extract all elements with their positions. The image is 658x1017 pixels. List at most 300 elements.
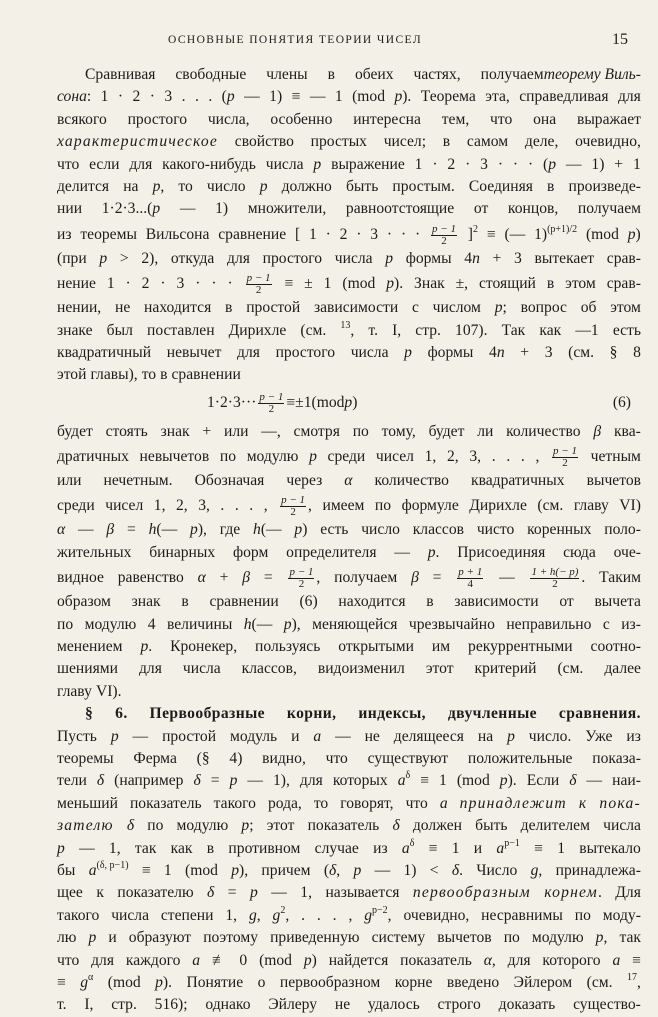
word: Уже xyxy=(585,727,613,745)
word: свободные xyxy=(175,66,247,83)
word: удалось xyxy=(367,996,420,1014)
word: вычетов xyxy=(586,472,641,490)
math-variable: g xyxy=(530,861,539,879)
word: 1) xyxy=(591,155,605,173)
word: — xyxy=(79,839,95,857)
word: в xyxy=(547,177,555,195)
word: $\frac{p - 1}{2}$ , xyxy=(281,494,312,519)
math-variable: p xyxy=(427,543,436,561)
word: 2 xyxy=(339,225,348,243)
emphasized-text: пока- xyxy=(599,794,641,812)
word: очевидно, xyxy=(403,906,470,924)
superscript: p−1 xyxy=(504,837,520,849)
word: (mod xyxy=(342,275,376,293)
text-line xyxy=(57,492,641,519)
word: шениями xyxy=(57,660,119,678)
text-line xyxy=(57,927,641,949)
word: то xyxy=(141,366,157,384)
word: рекуррентными xyxy=(468,638,573,656)
word: — xyxy=(132,727,149,745)
word xyxy=(89,860,129,882)
word: видное xyxy=(57,569,104,587)
word: моду- xyxy=(602,906,641,924)
word: (mod xyxy=(585,225,619,243)
word: четным xyxy=(590,448,641,466)
word: что xyxy=(490,110,513,128)
text-line xyxy=(57,591,641,613)
word: (p xyxy=(543,155,557,173)
word: (δ, xyxy=(323,861,341,879)
text-line xyxy=(57,793,641,815)
fraction-denominator: 2 xyxy=(255,284,262,297)
word: p). xyxy=(155,973,173,991)
word xyxy=(89,927,97,949)
word: 2, xyxy=(446,448,459,466)
word: 1 xyxy=(303,394,312,412)
word: в xyxy=(206,839,215,857)
word: называется xyxy=(325,884,400,902)
word: будет xyxy=(428,422,465,440)
word: p). xyxy=(499,772,517,790)
word xyxy=(344,470,352,492)
section-heading: двучленные xyxy=(447,705,537,723)
math-variable: δ xyxy=(451,861,460,879)
word: Теорема xyxy=(420,88,476,106)
word: — xyxy=(394,543,410,561)
word: = xyxy=(227,884,237,902)
running-header xyxy=(0,31,658,51)
word xyxy=(507,726,515,748)
word: менением xyxy=(57,638,123,656)
word: для xyxy=(129,155,153,173)
section-heading: индексы, xyxy=(358,705,426,723)
word: Сравнивая xyxy=(85,66,156,83)
word: быть xyxy=(345,177,379,195)
word: жительных xyxy=(57,543,132,561)
word: доказать xyxy=(498,996,556,1014)
word: ≡ xyxy=(632,951,641,969)
word: 1, xyxy=(108,839,121,857)
word: . xyxy=(316,906,321,924)
word: 4) xyxy=(229,749,243,767)
word: самом xyxy=(466,133,509,151)
word: далее xyxy=(604,660,641,678)
fraction xyxy=(246,273,272,296)
word: · xyxy=(214,394,220,412)
word: h(— xyxy=(253,521,282,539)
word xyxy=(448,703,537,725)
fraction xyxy=(258,392,284,415)
word: p), xyxy=(231,861,249,879)
word: для xyxy=(139,660,162,678)
word: для xyxy=(507,951,531,969)
word: 1, xyxy=(153,497,166,515)
word: числом xyxy=(432,299,481,317)
page-number: 15 xyxy=(612,31,628,48)
word xyxy=(150,703,265,725)
word: откуда xyxy=(170,249,215,267)
word: 3 xyxy=(514,249,522,267)
section-heading: 6. xyxy=(115,705,128,723)
word: однако xyxy=(205,996,251,1014)
word: выражение xyxy=(331,155,405,173)
text-line xyxy=(57,748,641,770)
word: то xyxy=(313,794,329,812)
word: вытекало xyxy=(579,839,641,857)
word: Обозначая xyxy=(194,472,265,490)
word: сона: xyxy=(57,88,92,106)
word: бинарных xyxy=(149,543,216,561)
word: степени xyxy=(160,906,214,924)
math-variable: p xyxy=(404,343,412,361)
word: · xyxy=(497,155,504,173)
word: 1 xyxy=(207,394,215,412)
word: 0 xyxy=(239,951,248,969)
math-variable: a xyxy=(397,772,406,790)
word: · xyxy=(211,275,217,293)
word: существо- xyxy=(573,996,641,1014)
word: (mod xyxy=(456,772,490,790)
word: число xyxy=(361,521,400,539)
word: · xyxy=(160,275,166,293)
word: — xyxy=(499,569,515,587)
word: несравнимы xyxy=(481,906,563,924)
word: для xyxy=(299,772,323,790)
word: существуют xyxy=(367,749,449,767)
word xyxy=(569,770,576,792)
math-variable: α xyxy=(197,569,206,587)
fraction-numerator: p − 1 xyxy=(246,272,271,285)
word: Эйлеру xyxy=(268,996,318,1014)
word: ±, xyxy=(455,275,469,293)
word: сравнение xyxy=(218,225,287,243)
word xyxy=(593,421,601,443)
word: нии xyxy=(57,200,83,218)
word: чисел; xyxy=(383,133,427,151)
word: 1) xyxy=(403,861,417,879)
text-line xyxy=(57,882,641,904)
word xyxy=(309,443,317,470)
word: так xyxy=(619,929,641,947)
word: корне xyxy=(394,973,433,991)
word xyxy=(612,950,620,972)
word: 2), xyxy=(141,249,159,267)
math-variable: p xyxy=(627,225,636,243)
text-line xyxy=(57,726,641,748)
word: что xyxy=(325,749,348,767)
word xyxy=(358,703,426,725)
word: — xyxy=(78,521,94,539)
word: из xyxy=(373,839,388,857)
word: и xyxy=(473,839,483,857)
word: (см. xyxy=(586,973,613,991)
word: с xyxy=(411,299,419,317)
word: число. xyxy=(528,727,572,745)
math-variable: p xyxy=(152,200,161,218)
word: равенство xyxy=(117,569,184,587)
math-variable: p xyxy=(88,929,97,947)
word: эта, xyxy=(485,88,510,106)
word: (см. xyxy=(568,343,595,361)
word: α, xyxy=(483,951,496,969)
word: нечетным. xyxy=(103,472,173,490)
text-line xyxy=(57,297,641,319)
word xyxy=(198,564,206,591)
word: ]$^2$ xyxy=(467,223,478,243)
word: теоремы xyxy=(80,225,137,243)
word xyxy=(250,882,258,904)
text-line xyxy=(57,681,641,703)
word: (mod xyxy=(185,861,218,879)
math-variable: p xyxy=(294,521,303,539)
word: Так xyxy=(501,321,526,339)
word: и xyxy=(108,929,117,947)
word xyxy=(599,793,641,815)
math-variable: p xyxy=(241,817,250,835)
word: в xyxy=(546,275,555,293)
text-line xyxy=(57,994,641,1016)
word: срав- xyxy=(606,275,641,293)
word: числа xyxy=(334,249,373,267)
word: h(— xyxy=(148,521,178,539)
emphasized-text: корнем xyxy=(544,884,598,902)
text-line xyxy=(57,838,641,860)
word: 4n xyxy=(489,343,505,361)
word: (mod xyxy=(311,394,345,412)
word: как xyxy=(539,321,562,339)
word: наи- xyxy=(612,772,641,790)
word: (см. xyxy=(300,321,327,339)
word: h(— xyxy=(243,615,273,633)
word: ≢ xyxy=(211,951,228,969)
word: если xyxy=(89,155,120,173)
superscript: 2 xyxy=(472,223,478,235)
word: дратичных xyxy=(57,448,129,466)
fraction-denominator: 2 xyxy=(552,578,558,591)
text-line xyxy=(57,564,641,591)
word: 2 xyxy=(141,275,150,293)
word: 1) xyxy=(215,200,229,218)
math-variable: a xyxy=(313,727,322,745)
word: 1, xyxy=(300,884,312,902)
word: Ферма xyxy=(133,749,177,767)
word: которых xyxy=(332,772,388,790)
math-variable: n xyxy=(496,343,505,361)
emphasized-text: характеристическое xyxy=(57,133,219,151)
word: I, xyxy=(392,321,402,339)
math-variable: δ xyxy=(96,772,105,790)
word xyxy=(455,564,485,591)
word: по xyxy=(147,817,164,835)
word: или xyxy=(57,472,82,490)
word xyxy=(429,221,459,248)
word: в xyxy=(160,366,168,384)
word: простой xyxy=(246,299,301,317)
word: · xyxy=(432,155,438,173)
word: величины xyxy=(166,615,233,633)
word: , xyxy=(348,906,353,924)
word: (при xyxy=(57,249,87,267)
word: по xyxy=(352,422,369,440)
text-line xyxy=(57,815,641,837)
fraction-numerator: p − 1 xyxy=(289,566,314,579)
word: такого xyxy=(57,906,100,924)
word: 3, xyxy=(469,448,482,466)
word: среди xyxy=(57,497,95,515)
word: ≡ xyxy=(141,861,151,879)
word: Кронекер, xyxy=(170,638,238,656)
word: сравнении xyxy=(171,366,241,384)
word: · xyxy=(386,225,393,243)
word: не xyxy=(334,996,351,1014)
word xyxy=(460,793,567,815)
word: первообразном xyxy=(279,973,381,991)
word: · xyxy=(227,275,233,293)
word: зависимости xyxy=(454,593,539,611)
word: 4n xyxy=(464,249,480,267)
word: для xyxy=(237,343,260,361)
word: 1·2·3...(p xyxy=(101,200,161,218)
word: квадратичных xyxy=(471,472,565,490)
word: (см. xyxy=(537,497,564,515)
word: Вильсона xyxy=(145,225,210,243)
word: тому, xyxy=(381,422,416,440)
word: — xyxy=(271,884,287,902)
math-variable: p xyxy=(385,249,394,267)
word: критерий xyxy=(474,660,537,678)
word: модулю xyxy=(84,615,137,633)
word: p) xyxy=(303,951,317,969)
word: бы xyxy=(57,861,76,879)
word: 1 xyxy=(334,88,343,106)
word: строго xyxy=(437,996,481,1014)
word: · xyxy=(227,394,233,412)
math-variable: n xyxy=(472,249,480,267)
word: этот xyxy=(425,660,454,678)
word: простых xyxy=(310,133,367,151)
math-variable: теорему Виль- xyxy=(543,66,641,83)
word: ≡ xyxy=(57,973,66,991)
word: 4 xyxy=(147,615,156,633)
word: (см. xyxy=(557,660,584,678)
word: · xyxy=(195,275,201,293)
word: стр. xyxy=(415,321,441,339)
word: показа- xyxy=(592,749,641,767)
word: $^{17}$, xyxy=(626,971,641,991)
word xyxy=(85,703,93,725)
word: —1 xyxy=(575,321,599,339)
word: Знак xyxy=(414,275,445,293)
word: числа xyxy=(111,906,149,924)
word: на xyxy=(123,177,139,195)
fraction-denominator: 2 xyxy=(562,457,568,469)
fraction-denominator: 2 xyxy=(290,506,296,519)
word: Таким xyxy=(599,569,641,587)
word: или xyxy=(223,422,249,440)
word: показатель xyxy=(307,817,380,835)
word: знак xyxy=(160,422,190,440)
word: получаемтеорему Виль- xyxy=(480,66,641,83)
word: формы xyxy=(405,249,452,267)
word: · xyxy=(414,225,421,243)
superscript: δ xyxy=(409,837,415,849)
word xyxy=(413,882,531,904)
word: 2 xyxy=(447,155,456,173)
word xyxy=(398,770,411,792)
word: знак xyxy=(131,593,161,611)
text-line xyxy=(57,176,641,198)
word: показатель xyxy=(129,794,202,812)
word: простым. xyxy=(392,177,455,195)
word: получаем xyxy=(577,200,641,218)
fraction-numerator: p − 1 xyxy=(553,445,577,457)
word: где xyxy=(219,521,241,539)
text-line xyxy=(57,248,641,270)
text-line xyxy=(57,770,641,792)
word: · xyxy=(149,88,155,106)
word: · xyxy=(117,88,124,106)
word: говорят, xyxy=(340,794,394,812)
text-line xyxy=(57,905,641,927)
word: Понятие xyxy=(186,973,244,991)
word: меньший xyxy=(57,794,118,812)
math-variable: α xyxy=(483,951,492,969)
word: концов, xyxy=(507,200,559,218)
text-line xyxy=(57,636,641,658)
math-variable: δ xyxy=(126,817,135,835)
word: 1 xyxy=(100,88,109,106)
word: формы xyxy=(427,343,474,361)
word: которого xyxy=(542,951,601,969)
word: . xyxy=(194,88,199,106)
word: тели xyxy=(57,772,87,790)
word: невычетов xyxy=(139,448,210,466)
word: получаем xyxy=(334,569,398,587)
word: имеем xyxy=(322,497,365,515)
word: — xyxy=(374,861,391,879)
word: . xyxy=(301,906,306,924)
word: ≡ xyxy=(291,88,301,106)
word: + xyxy=(219,569,229,587)
word: числа, xyxy=(207,110,250,128)
word: 1, xyxy=(225,906,238,924)
word: p) xyxy=(344,394,358,412)
word: = xyxy=(432,569,442,587)
word: должно xyxy=(281,177,332,195)
word xyxy=(402,838,415,860)
math-variable: a xyxy=(401,839,410,857)
fraction-denominator: 2 xyxy=(298,578,305,591)
word: $^{13}$, xyxy=(340,319,355,339)
fraction xyxy=(280,495,306,518)
word: 3 xyxy=(480,155,488,173)
word: случае xyxy=(314,839,359,857)
word: · xyxy=(325,225,331,243)
word: простого xyxy=(127,110,188,128)
text-line xyxy=(57,972,641,994)
word xyxy=(57,131,218,153)
word: какого-нибудь xyxy=(162,155,256,173)
text-line xyxy=(57,470,641,492)
word: 8 xyxy=(633,343,641,361)
math-variable: h xyxy=(253,521,261,539)
word: об xyxy=(580,299,597,317)
word: интересна xyxy=(353,110,421,128)
word: · xyxy=(400,225,407,243)
word: что xyxy=(57,155,80,173)
word: этом xyxy=(610,299,641,317)
math-variable: δ xyxy=(193,772,201,790)
